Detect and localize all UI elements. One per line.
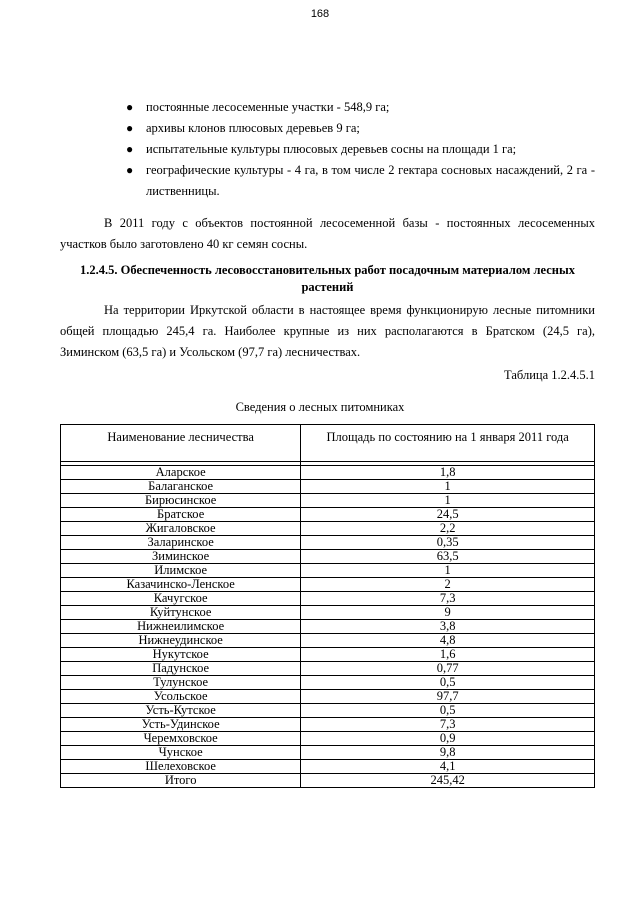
bullet-icon: ● [126, 100, 134, 114]
table-row [61, 620, 595, 634]
list-item-text: географические культуры - 4 га, в том числе 2 гектара сосновых насаждений, 2 га - лиственницы. [146, 163, 595, 198]
cell-area: 245,42 [301, 774, 595, 788]
bullet-icon: ● [126, 142, 134, 156]
cell-forestry: Черемховское [61, 732, 301, 746]
cell-area: 0,5 [301, 676, 595, 690]
table-row [61, 592, 595, 606]
table-row [61, 690, 595, 704]
table-row [61, 522, 595, 536]
cell-area: 3,8 [301, 620, 595, 634]
cell-area: 7,3 [301, 718, 595, 732]
table-row [61, 648, 595, 662]
cell-area: 1,8 [301, 466, 595, 480]
bullet-icon: ● [126, 163, 134, 177]
table-row [61, 494, 595, 508]
cell-area: 1,6 [301, 648, 595, 662]
cell-area: 2,2 [301, 522, 595, 536]
cell-forestry: Илимское [61, 564, 301, 578]
cell-forestry: Усольское [61, 690, 301, 704]
table-row [61, 550, 595, 564]
table-row [61, 704, 595, 718]
nurseries-table [60, 424, 595, 788]
bullet-icon: ● [126, 121, 134, 135]
cell-forestry: Падунское [61, 662, 301, 676]
cell-area: 0,9 [301, 732, 595, 746]
table-row [61, 536, 595, 550]
cell-forestry: Итого [61, 774, 301, 788]
section-heading: 1.2.4.5. Обеспеченность лесовосстановительных работ посадочным материалом лесных растений [80, 263, 575, 294]
cell-forestry: Тулунское [61, 676, 301, 690]
cell-forestry: Бирюсинское [61, 494, 301, 508]
cell-forestry: Нижнеилимское [61, 620, 301, 634]
table-row [61, 564, 595, 578]
cell-forestry: Казачинско-Ленское [61, 578, 301, 592]
cell-forestry: Братское [61, 508, 301, 522]
list-item [60, 139, 595, 160]
cell-forestry: Нижнеудинское [61, 634, 301, 648]
cell-forestry: Жигаловское [61, 522, 301, 536]
cell-forestry: Зиминское [61, 550, 301, 564]
column-header-forestry: Наименование лесничества [61, 425, 301, 462]
paragraph-seed-harvest: В 2011 году с объектов постоянной лесосеменной базы - постоянных лесосеменных участков было заготовлено 40 кг семян сосны. [60, 216, 595, 251]
cell-area: 1 [301, 564, 595, 578]
cell-area: 7,3 [301, 592, 595, 606]
table-row [61, 480, 595, 494]
cell-area: 63,5 [301, 550, 595, 564]
cell-area: 97,7 [301, 690, 595, 704]
cell-area: 9 [301, 606, 595, 620]
table-number: Таблица 1.2.4.5.1 [504, 368, 595, 382]
table-row [61, 634, 595, 648]
cell-forestry: Шелеховское [61, 760, 301, 774]
table-header-row [61, 425, 595, 462]
table-row [61, 606, 595, 620]
list-item-text: постоянные лесосеменные участки - 548,9 га; [146, 100, 390, 114]
cell-forestry: Усть-Кутское [61, 704, 301, 718]
table-row [61, 662, 595, 676]
cell-area: 0,5 [301, 704, 595, 718]
cell-forestry: Аларское [61, 466, 301, 480]
list-item [60, 118, 595, 139]
cell-area: 2 [301, 578, 595, 592]
cell-area: 0,77 [301, 662, 595, 676]
table-row [61, 760, 595, 774]
cell-forestry: Заларинское [61, 536, 301, 550]
cell-forestry: Балаганское [61, 480, 301, 494]
cell-area: 1 [301, 494, 595, 508]
cell-area: 0,35 [301, 536, 595, 550]
cell-area: 24,5 [301, 508, 595, 522]
page-number: 168 [310, 8, 330, 20]
cell-area: 4,8 [301, 634, 595, 648]
cell-forestry: Качугское [61, 592, 301, 606]
cell-forestry: Чунское [61, 746, 301, 760]
cell-area: 4,1 [301, 760, 595, 774]
bullet-list [60, 97, 595, 202]
cell-forestry: Усть-Удинское [61, 718, 301, 732]
cell-area: 1 [301, 480, 595, 494]
table-row [61, 508, 595, 522]
list-item-text: испытательные культуры плюсовых деревьев сосны на площади 1 га; [146, 142, 517, 156]
list-item [60, 97, 595, 118]
list-item-text: архивы клонов плюсовых деревьев 9 га; [146, 121, 360, 135]
paragraph-nurseries: На территории Иркутской области в настоящее время функционирую лесные питомники общей площадью 245,4 га. Наиболее крупные из них располагаются в Братском (24,5 га), Зиминском (63,5 га) и Усольском (97,7 га) лесничествах. [60, 303, 595, 359]
table-row [61, 718, 595, 732]
cell-area: 9,8 [301, 746, 595, 760]
cell-forestry: Куйтунское [61, 606, 301, 620]
table-row [61, 466, 595, 480]
table-row [61, 578, 595, 592]
table-row [61, 676, 595, 690]
table-row [61, 774, 595, 788]
list-item [60, 160, 595, 202]
table-row [61, 732, 595, 746]
column-header-area: Площадь по состоянию на 1 января 2011 года [301, 425, 595, 462]
table-row [61, 746, 595, 760]
cell-forestry: Нукутское [61, 648, 301, 662]
table-caption: Сведения о лесных питомниках [235, 400, 405, 414]
